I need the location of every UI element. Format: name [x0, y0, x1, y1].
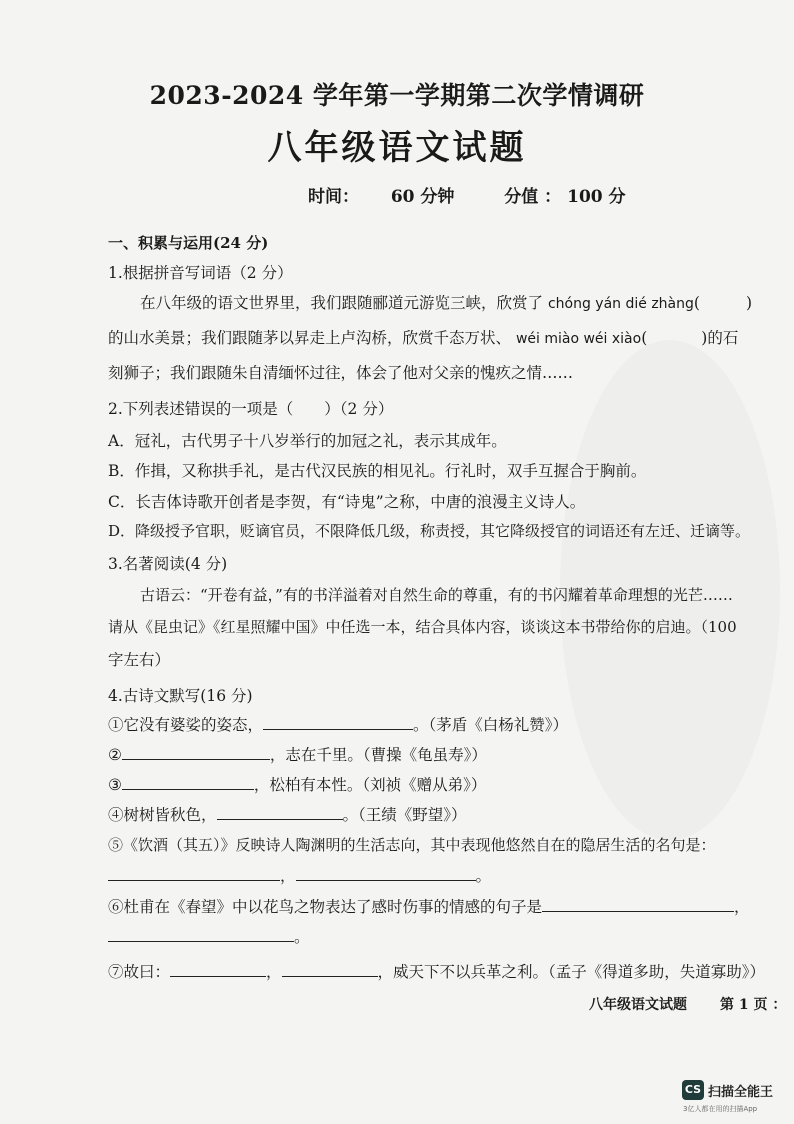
question-1-line-3: 刻狮子；我们跟随朱自清缅怀过往，体会了他对父亲的愧疚之情……: [108, 364, 574, 382]
poem-item-3: [108, 773, 486, 795]
footer-page-number: 第 1 页 ：: [720, 997, 787, 1013]
camscanner-app-name: 扫描全能王: [708, 1085, 774, 1100]
q1-text: 的山水美景；我们跟随茅以昇走上卢沟桥，欣赏千态万状、: [108, 329, 512, 347]
section-heading: 一、积累与运用(24 分): [108, 234, 269, 252]
poem-item-7: [108, 960, 765, 982]
question-3-line-1: 古语云：“开卷有益，”有的书洋溢着对自然生命的尊重，有的书闪耀着革命理想的光芒……: [140, 586, 733, 604]
answer-blank[interactable]: [170, 962, 266, 977]
poem-text: ⑦故曰：: [108, 963, 171, 981]
answer-blank[interactable]: [122, 745, 270, 760]
subject-title: 八年级语文试题: [267, 128, 527, 168]
answer-blank[interactable]: [122, 775, 254, 790]
poem-item-4: [108, 803, 467, 825]
poem-item-5-line-2: [108, 864, 491, 886]
question-4-title: 4.古诗文默写(16 分): [108, 687, 253, 705]
punctuation: ，: [266, 963, 282, 981]
question-3-line-2: 请从《昆虫记》《红星照耀中国》中任选一本，结合具体内容，谈谈这本书带给你的启迪。（100: [108, 618, 737, 636]
poem-text: ，松柏有本性。（刘祯《赠从弟》）: [253, 776, 487, 794]
poem-item-6-line-2: [108, 925, 310, 947]
q1-pinyin-1: chóng yán dié zhàng: [547, 296, 694, 312]
poem-item-5-line-1: ⑤《饮酒（其五）》反映诗人陶渊明的生活志向，其中表现他悠然自在的隐居生活的名句是：: [108, 836, 716, 854]
question-1-title: 1.根据拼音写词语（2 分）: [108, 264, 293, 282]
exam-title: 2023-2024 学年第一学期第二次学情调研: [149, 81, 645, 110]
poem-text: 。（王绩《野望》）: [342, 806, 467, 824]
question-3-line-3: 字左右）: [108, 651, 171, 669]
poem-item-6-line-1: [108, 895, 750, 917]
answer-blank[interactable]: [282, 962, 378, 977]
footer-subject: 八年级语文试题: [589, 997, 687, 1013]
punctuation: ，: [280, 867, 296, 885]
answer-blank[interactable]: [108, 927, 294, 942]
punctuation: 。: [294, 928, 310, 946]
poem-item-2: [108, 743, 487, 765]
time-label: 时间：: [308, 187, 359, 207]
score-value: 100 分: [567, 187, 626, 207]
answer-blank[interactable]: [108, 866, 280, 881]
question-1-line-2: 的山水美景；我们跟随茅以昇走上卢沟桥，欣赏千态万状、 wéi miào wéi xiào( )的石: [108, 329, 739, 347]
answer-blank[interactable]: [217, 805, 343, 820]
question-3-title: 3.名著阅读(4 分): [108, 555, 228, 573]
poem-text: 。（茅盾《白杨礼赞》）: [413, 716, 569, 734]
camscanner-tagline: 3亿人都在用的扫描App: [683, 1105, 758, 1113]
score-label: 分值 ：: [504, 187, 562, 207]
poem-text: ⑥杜甫在《春望》中以花鸟之物表达了感时伤事的情感的句子是: [108, 898, 543, 916]
time-score-line: [308, 182, 626, 207]
answer-blank[interactable]: [296, 866, 476, 881]
q1-text: 的石: [707, 329, 739, 347]
option-c: C．长吉体诗歌开创者是李贺，有“诗鬼”之称，中唐的浪漫主义诗人。: [108, 493, 586, 511]
poem-text: ，志在千里。（曹操《龟虽寿》）: [269, 746, 487, 764]
option-d: D．降级授予官职，贬谪官员，不限降低几级，称责授，其它降级授官的词语还有左迁、迁谪等。: [108, 522, 751, 540]
q1-pinyin-2: wéi miào wéi xiào: [515, 331, 642, 347]
question-1-line-1: 在八年级的语文世界里，我们跟随郦道元游览三峡，欣赏了 chóng yán dié zhàng( ): [140, 294, 753, 312]
option-b: B．作揖，又称拱手礼，是古代汉民族的相见礼。行礼时，双手互握合于胸前。: [108, 462, 647, 480]
q1-text: 在八年级的语文世界里，我们跟随郦道元游览三峡，欣赏了: [140, 294, 544, 312]
punctuation: 。: [475, 867, 492, 885]
camscanner-logo-icon: CS: [682, 1080, 704, 1100]
poem-text: ①它没有婆娑的姿态，: [108, 716, 264, 734]
poem-text: ②: [108, 746, 122, 764]
option-a: A．冠礼，古代男子十八岁举行的加冠之礼，表示其成年。: [108, 432, 507, 450]
answer-blank[interactable]: [263, 715, 413, 730]
time-value: 60 分钟: [390, 187, 455, 207]
answer-blank[interactable]: [542, 897, 734, 912]
poem-text: ③: [108, 776, 122, 794]
poem-text: ④树树皆秋色，: [108, 806, 217, 824]
punctuation: ，: [734, 898, 750, 916]
poem-text: ，威天下不以兵革之利。（孟子《得道多助，失道寡助》）: [377, 963, 766, 981]
poem-item-1: [108, 713, 568, 735]
question-2-title: 2.下列表述错误的一项是（ ）（2 分）: [108, 400, 394, 418]
